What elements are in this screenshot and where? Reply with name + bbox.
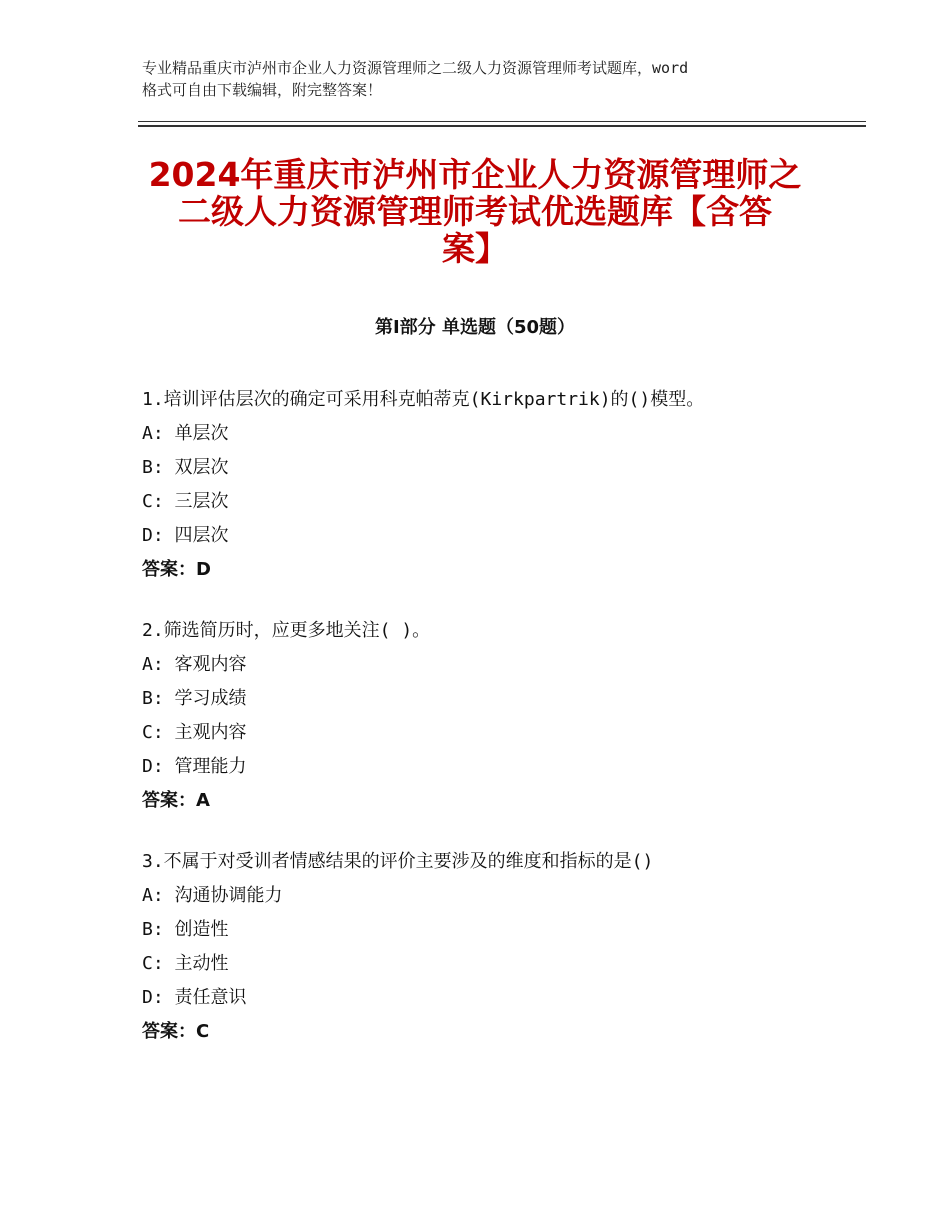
header-note	[142, 57, 832, 101]
section-title: 第Ⅰ部分 单选题（50题）	[374, 317, 575, 338]
option-d: D: 责任意识	[142, 987, 247, 1008]
option-d: D: 管理能力	[142, 756, 247, 777]
option-b: B: 学习成绩	[142, 688, 247, 709]
question-stem: 1.培训评估层次的确定可采用科克帕蒂克(Kirkpartrik)的()模型。	[142, 389, 705, 410]
header-divider-thin	[138, 121, 866, 122]
title-line-2: 二级人力资源管理师考试优选题库【含答	[178, 192, 772, 231]
question-stem: 2.筛选简历时，应更多地关注( )。	[142, 620, 431, 641]
question-2	[142, 614, 862, 818]
option-b: B: 创造性	[142, 919, 229, 940]
question-list	[142, 383, 862, 1076]
option-d: D: 四层次	[142, 525, 229, 546]
option-a: A: 沟通协调能力	[142, 885, 283, 906]
option-a: A: 单层次	[142, 423, 229, 444]
header-note-line-2: 格式可自由下载编辑，附完整答案！	[142, 81, 383, 99]
question-3	[142, 845, 862, 1049]
question-1	[142, 383, 862, 587]
title-line-3: 案】	[442, 229, 508, 268]
option-a: A: 客观内容	[142, 654, 247, 675]
option-c: C: 主动性	[142, 953, 229, 974]
option-c: C: 主观内容	[142, 722, 247, 743]
header-divider-thick	[138, 125, 866, 127]
answer-line: 答案：D	[142, 559, 211, 580]
answer-line: 答案：A	[142, 790, 210, 811]
option-c: C: 三层次	[142, 491, 229, 512]
question-stem: 3.不属于对受训者情感结果的评价主要涉及的维度和指标的是()	[142, 851, 654, 872]
document-title	[110, 156, 840, 267]
header-note-line-1: 专业精品重庆市泸州市企业人力资源管理师之二级人力资源管理师考试题库，word	[142, 59, 689, 77]
title-line-1: 2024年重庆市泸州市企业人力资源管理师之	[148, 155, 802, 194]
option-b: B: 双层次	[142, 457, 229, 478]
answer-line: 答案：C	[142, 1021, 210, 1042]
